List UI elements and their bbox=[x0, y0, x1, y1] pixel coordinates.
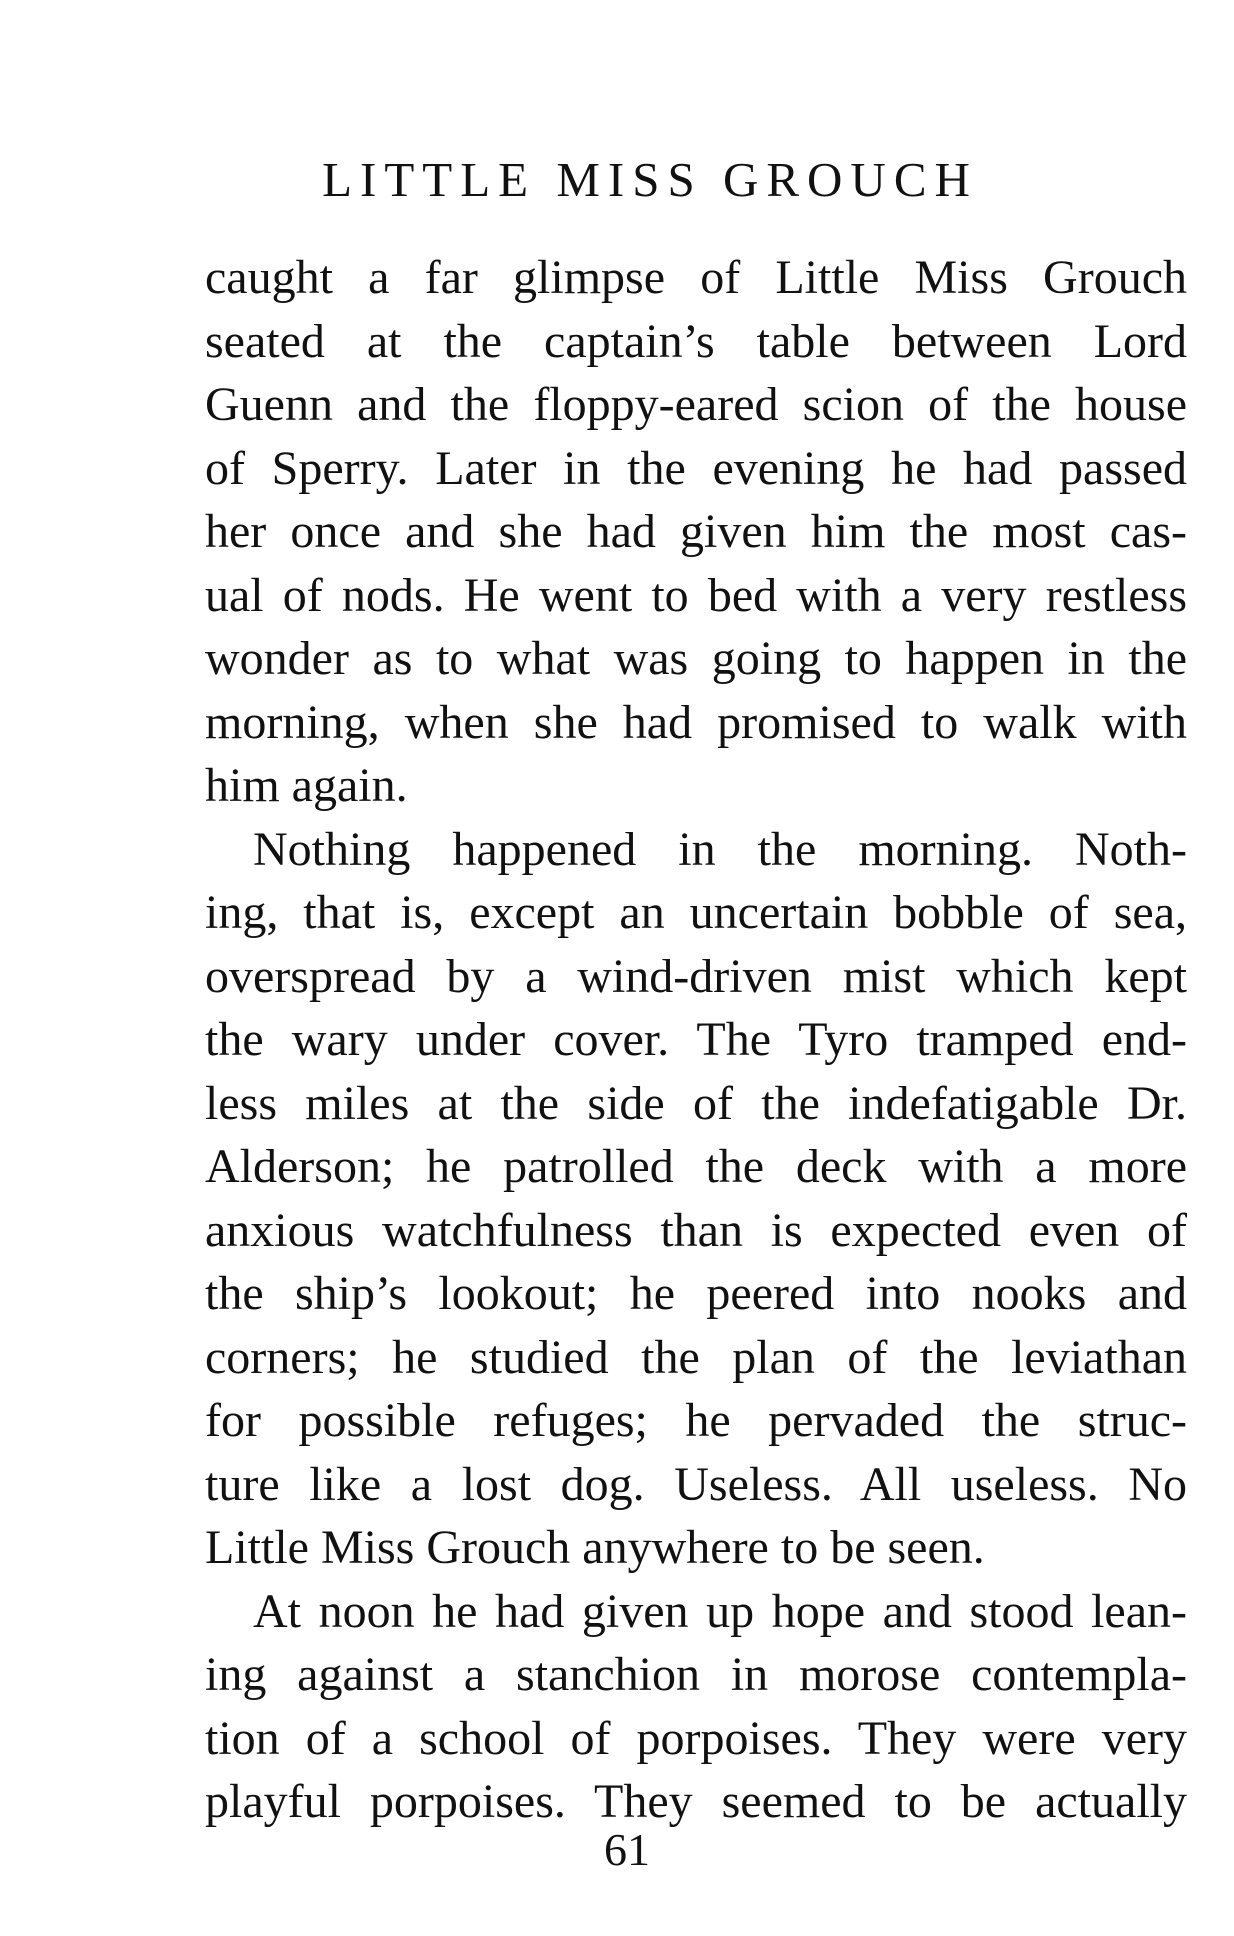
text-line: playful porpoises. They seemed to be actually bbox=[205, 1775, 1187, 1828]
text-line: corners; he studied the plan of the leviathan bbox=[205, 1330, 1187, 1384]
text-line: less miles at the side of the indefatigable Dr. bbox=[205, 1076, 1187, 1130]
text-line: ual of nods. He went to bed with a very restless bbox=[205, 568, 1187, 622]
paragraph-2 bbox=[205, 818, 1187, 1580]
paragraph-1 bbox=[205, 246, 1187, 818]
text-line: ing, that is, except an uncertain bobble of sea, bbox=[205, 886, 1187, 939]
text-line: Nothing happened in the morning. Noth- bbox=[253, 822, 1187, 876]
text-line: Guenn and the floppy-eared scion of the house bbox=[205, 378, 1187, 431]
text-line: the wary under cover. The Tyro tramped end- bbox=[205, 1013, 1187, 1066]
text-line: morning, when she had promised to walk with bbox=[205, 695, 1187, 749]
text-line: of Sperry. Later in the evening he had passed bbox=[205, 441, 1187, 495]
text-line: Little Miss Grouch anywhere to be seen. bbox=[205, 1521, 985, 1574]
text-line: ture like a lost dog. Useless. All useless. No bbox=[205, 1457, 1187, 1511]
text-line: Alderson; he patrolled the deck with a more bbox=[205, 1140, 1187, 1193]
text-line: seated at the captain’s table between Lord bbox=[205, 314, 1187, 368]
page-number: 61 bbox=[604, 1824, 650, 1875]
text-line: tion of a school of porpoises. They were very bbox=[205, 1711, 1187, 1765]
text-line: her once and she had given him the most cas- bbox=[205, 505, 1187, 558]
text-line: him again. bbox=[205, 759, 408, 812]
body-text bbox=[205, 246, 1187, 1834]
running-head: LITTLE MISS GROUCH bbox=[322, 152, 978, 207]
text-line: the ship’s lookout; he peered into nooks and bbox=[205, 1267, 1187, 1320]
text-line: ing against a stanchion in morose contempla- bbox=[205, 1648, 1187, 1701]
text-line: wonder as to what was going to happen in the bbox=[205, 632, 1187, 685]
paragraph-3 bbox=[205, 1580, 1187, 1834]
text-line: overspread by a wind-driven mist which kept bbox=[205, 949, 1187, 1003]
text-line: anxious watchfulness than is expected even of bbox=[205, 1203, 1187, 1257]
text-line: caught a far glimpse of Little Miss Grouch bbox=[205, 251, 1187, 304]
text-line: for possible refuges; he pervaded the struc- bbox=[205, 1394, 1187, 1447]
text-line: At noon he had given up hope and stood lean- bbox=[253, 1584, 1187, 1638]
